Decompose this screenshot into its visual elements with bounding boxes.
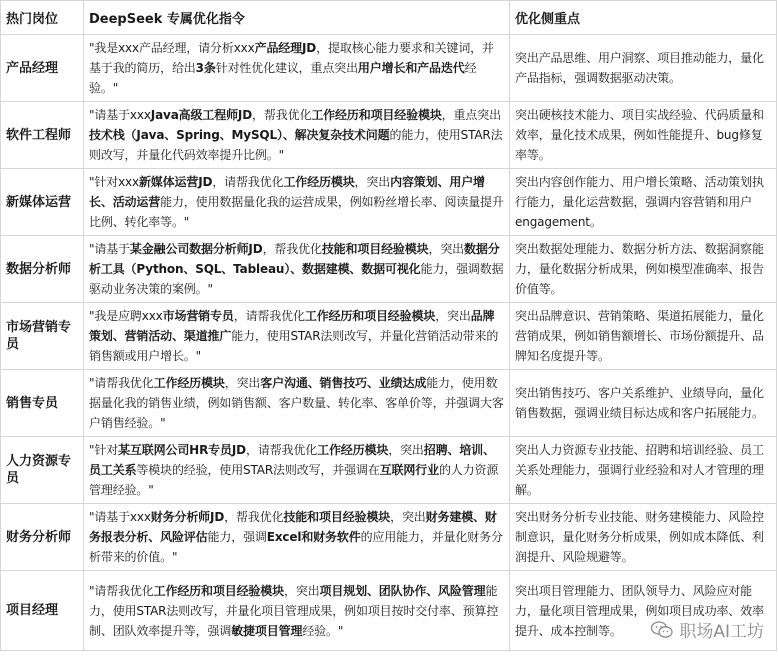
prompt-keyword: 品牌策划、营销活动、渠道推广	[89, 309, 495, 343]
prompt-keyword: 新媒体运营JD	[138, 175, 213, 189]
prompt-keyword: 技能和项目经验模块	[283, 510, 391, 524]
prompt-text: 能力，使用数据量化我的运营成果，例如粉丝增长率、阅读量提升比例、转化率等。"	[89, 195, 504, 229]
table-row	[1, 169, 777, 236]
prompt-text: ，请帮我优化	[212, 175, 284, 189]
prompt-cell	[84, 35, 510, 102]
prompt-text: ，请帮我优化	[233, 309, 305, 323]
role-cell: 项目经理	[1, 571, 84, 651]
prompt-keyword: 财务建模、财务报表分析、风险评估	[89, 510, 497, 544]
prompt-keyword: Excel和财务软件	[266, 530, 361, 544]
role-cell: 市场营销专员	[1, 303, 84, 370]
prompt-keyword: 某互联网公司HR专员JD	[118, 443, 246, 457]
prompt-keyword: 工作经历和项目经验模块	[153, 583, 284, 598]
prompt-text: ，提取核心能力要求和关键词，并基于我的简历，给出	[89, 41, 494, 75]
prompt-keyword: 工作经历模块	[153, 376, 225, 390]
prompt-text: 的应用能力，并量化财务分析带来的价值。"	[89, 530, 503, 564]
prompt-text: 能力，强调数据驱动业务决策的案例。"	[89, 262, 504, 296]
table-row	[1, 437, 777, 504]
focus-cell: 突出品牌意识、营销策略、渠道拓展能力，量化营销成果，例如销售额增长、市场份额提升、品牌知名度提升等。	[510, 303, 777, 370]
prompt-keyword: 某金融公司数据分析师JD	[129, 242, 263, 256]
prompt-text: "请基于xxx	[89, 108, 151, 122]
prompt-keyword: 产品经理JD	[254, 41, 317, 55]
prompt-text: 能力，强调	[207, 530, 267, 544]
prompt-cell	[84, 169, 510, 236]
focus-cell: 突出产品思维、用户洞察、项目推动能力，量化产品指标，强调数据驱动决策。	[510, 35, 777, 102]
prompt-keyword: 工作经历和项目经验模块	[311, 108, 442, 122]
prompt-keyword: Java高级工程师JD	[150, 108, 253, 122]
prompt-text: 针对性优化建议，重点突出	[215, 61, 358, 75]
role-cell: 人力资源专员	[1, 437, 84, 504]
prompt-keyword: 工作经历模块	[317, 443, 389, 457]
prompt-keyword: 用户增长和产品迭代	[357, 61, 465, 75]
prompt-text: "请帮我优化	[89, 376, 154, 390]
table-row	[1, 35, 777, 102]
role-cell: 数据分析师	[1, 236, 84, 303]
focus-cell: 突出财务分析专业技能、财务建模能力、风险控制意识，量化财务分析成果，例如成本降低、利润提升、风险规避等。	[510, 504, 777, 571]
header-focus: 优化侧重点	[510, 1, 777, 35]
prompt-text: 经验。"	[302, 623, 344, 638]
watermark-text: 职场AI工坊	[679, 622, 764, 642]
focus-cell: 突出内容创作能力、用户增长策略、活动策划执行能力，量化运营数据，强调内容营销和用户 engagement。	[510, 169, 777, 236]
focus-cell: 突出硬核技术能力、项目实战经验、代码质量和效率，量化技术成果，例如性能提升、bug修复率等。	[510, 102, 777, 169]
prompt-text: "我是应聘xxx	[89, 309, 163, 323]
prompt-text: "针对xxx	[89, 175, 139, 189]
focus-cell: 突出项目管理能力、团队领导力、风险应对能力，量化项目管理成果，例如项目成功率、效率提升、成本控制等。	[510, 571, 777, 651]
role-cell: 财务分析师	[1, 504, 84, 571]
prompt-keyword: 技术栈（Java、Spring、MySQL）、解决复杂技术问题	[89, 128, 390, 142]
prompt-text: "请帮我优化	[89, 583, 154, 598]
prompt-keyword: 项目规划、团队协作、风险管理	[319, 583, 486, 598]
table-row	[1, 571, 777, 651]
prompt-cell	[84, 370, 510, 437]
prompt-text: ，突出	[435, 309, 471, 323]
focus-cell: 突出数据处理能力、数据分析方法、数据洞察能力，量化数据分析成果，例如模型准确率、报告价值等。	[510, 236, 777, 303]
prompt-cell	[84, 437, 510, 504]
prompt-text: "针对	[89, 443, 119, 457]
prompt-keyword: 工作经历和项目经验模块	[304, 309, 436, 323]
table-row	[1, 370, 777, 437]
role-cell: 新媒体运营	[1, 169, 84, 236]
prompt-text: ，帮我优化	[262, 242, 322, 256]
table-row	[1, 236, 777, 303]
prompt-text: 的人力资源管理经验。"	[89, 463, 499, 497]
table-row	[1, 504, 777, 571]
prompt-keyword: 财务分析师JD	[150, 510, 225, 524]
header-role: 热门岗位	[1, 1, 84, 35]
prompt-text: ，突出	[224, 376, 261, 390]
prompt-keyword: 技能和项目经验模块	[321, 242, 429, 256]
role-cell: 产品经理	[1, 35, 84, 102]
prompt-text: ，突出	[388, 443, 424, 457]
prompt-keyword: 内容策划、用户增长、活动运营	[89, 175, 485, 209]
prompt-text: ，重点突出	[441, 108, 501, 122]
prompt-text: ，请帮我优化	[246, 443, 318, 457]
table-row	[1, 303, 777, 370]
prompt-text: ，突出	[428, 242, 465, 256]
prompt-keyword: 敏捷项目管理	[231, 623, 303, 638]
table-row	[1, 102, 777, 169]
prompt-text: "我是xxx产品经理，请分析xxx	[89, 41, 255, 55]
role-cell: 销售专员	[1, 370, 84, 437]
prompt-text: 经验。"	[89, 61, 477, 95]
prompt-cell	[84, 504, 510, 571]
prompt-text: 的能力，使用STAR法则改写，并量化代码效率提升比例。"	[89, 128, 503, 162]
prompt-text: ，帮我优化	[224, 510, 284, 524]
prompt-keyword: 互联网行业	[379, 463, 439, 477]
prompt-keyword: 市场营销专员	[162, 309, 234, 323]
focus-cell: 突出销售技巧、客户关系维护、业绩导向，量化销售数据，强调业绩目标达成和客户拓展能力。	[510, 370, 777, 437]
header-prompt: DeepSeek 专属优化指令	[84, 1, 510, 35]
prompt-text: ，帮我优化	[252, 108, 312, 122]
prompt-text: "请基于	[89, 242, 130, 256]
prompt-keyword: 3条	[195, 61, 216, 75]
prompt-text: 能力，使用数据量化我的销售业绩，例如销售额、客户数量、转化率、客单价等，并强调大客户销售经验。"	[89, 376, 504, 430]
prompt-keyword: 招聘、培训、员工关系	[89, 443, 495, 477]
prompt-text: ，突出	[283, 583, 320, 598]
prompt-text: ，突出	[390, 510, 426, 524]
prompt-cell	[84, 102, 510, 169]
prompt-text: 等模块的经验，使用STAR法则改写，并强调在	[136, 463, 380, 477]
prompt-keyword: 工作经历模块	[283, 175, 355, 189]
prompt-text: 能力，使用STAR法则改写，并量化营销活动带来的销售额或用户增长。"	[89, 329, 499, 363]
prompt-text: ，突出	[354, 175, 391, 189]
prompt-cell	[84, 236, 510, 303]
prompt-text: "请基于xxx	[89, 510, 151, 524]
role-cell: 软件工程师	[1, 102, 84, 169]
focus-cell: 突出人力资源专业技能、招聘和培训经验、员工关系处理能力，强调行业经验和对人才管理的理解。	[510, 437, 777, 504]
prompt-keyword: 客户沟通、销售技巧、业绩达成	[260, 376, 427, 390]
prompt-cell	[84, 303, 510, 370]
prompt-cell	[84, 571, 510, 651]
table-header-row	[1, 1, 777, 35]
prompt-text: 能力，使用STAR法则改写，并量化项目管理成果，例如项目按时交付率、预算控制、团队效率提升等，强调	[89, 583, 499, 638]
prompt-keyword: 数据分析工具（Python、SQL、Tableau）、数据建模、数据可视化	[89, 242, 500, 276]
